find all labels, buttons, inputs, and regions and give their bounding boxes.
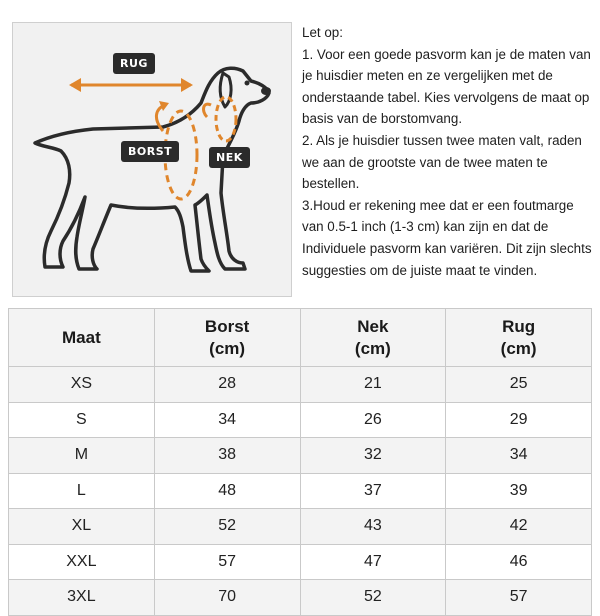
cell-back: 29 [446, 402, 592, 438]
dog-ear-outline [220, 73, 231, 107]
sizing-notes [302, 22, 598, 281]
back-label-tag: RUG [113, 53, 155, 74]
chest-label-tag: BORST [121, 141, 179, 162]
dog-nose [261, 87, 271, 95]
size-chart-table [8, 308, 592, 616]
cell-chest: 57 [154, 544, 300, 580]
cell-back: 46 [446, 544, 592, 580]
header-size: Maat [9, 309, 155, 367]
cell-chest: 34 [154, 402, 300, 438]
cell-neck: 32 [300, 438, 446, 474]
header-chest: Borst (cm) [154, 309, 300, 367]
cell-size: XXL [9, 544, 155, 580]
table-header-row [9, 309, 592, 367]
notes-heading: Let op: [302, 25, 343, 40]
cell-size: XS [9, 367, 155, 403]
table-row [9, 580, 592, 616]
cell-chest: 70 [154, 580, 300, 616]
neck-loop-arrow [204, 104, 211, 117]
cell-chest: 48 [154, 473, 300, 509]
notes-point-1: 1. Voor een goede pasvorm kan je de maten van je huisdier meten en ze vergelijken met de onderstaande tabel. Kies vervolgens de maat op basis van de borstomvang. [302, 46, 591, 127]
neck-label-tag: NEK [209, 147, 250, 168]
table-row [9, 402, 592, 438]
table-row [9, 544, 592, 580]
cell-back: 57 [446, 580, 592, 616]
measurement-diagram [12, 22, 292, 297]
table-row [9, 367, 592, 403]
cell-back: 39 [446, 473, 592, 509]
cell-back: 25 [446, 367, 592, 403]
table-row [9, 509, 592, 545]
cell-back: 34 [446, 438, 592, 474]
table-row [9, 438, 592, 474]
header-neck: Nek (cm) [300, 309, 446, 367]
back-arrow-right-head [181, 78, 193, 92]
back-arrow-left-head [69, 78, 81, 92]
cell-neck: 37 [300, 473, 446, 509]
cell-size: S [9, 402, 155, 438]
cell-size: L [9, 473, 155, 509]
header-back: Rug (cm) [446, 309, 592, 367]
cell-neck: 47 [300, 544, 446, 580]
cell-chest: 28 [154, 367, 300, 403]
table-row [9, 473, 592, 509]
notes-point-2: 2. Als je huisdier tussen twee maten valt, raden we aan de grootste van de twee maten te bestellen. [302, 132, 582, 192]
cell-chest: 38 [154, 438, 300, 474]
cell-size: 3XL [9, 580, 155, 616]
cell-neck: 52 [300, 580, 446, 616]
dog-eye [245, 81, 250, 86]
cell-neck: 43 [300, 509, 446, 545]
notes-point-3: 3.Houd er rekening mee dat er een foutmarge van 0.5-1 inch (1-3 cm) kan zijn en dat de Individuele pasvorm kan variëren. Dit zijn slechts suggesties om de juiste maat te vinden. [302, 197, 592, 278]
cell-size: M [9, 438, 155, 474]
cell-neck: 26 [300, 402, 446, 438]
cell-neck: 21 [300, 367, 446, 403]
cell-back: 42 [446, 509, 592, 545]
dog-body-outline [35, 68, 269, 271]
cell-size: XL [9, 509, 155, 545]
cell-chest: 52 [154, 509, 300, 545]
